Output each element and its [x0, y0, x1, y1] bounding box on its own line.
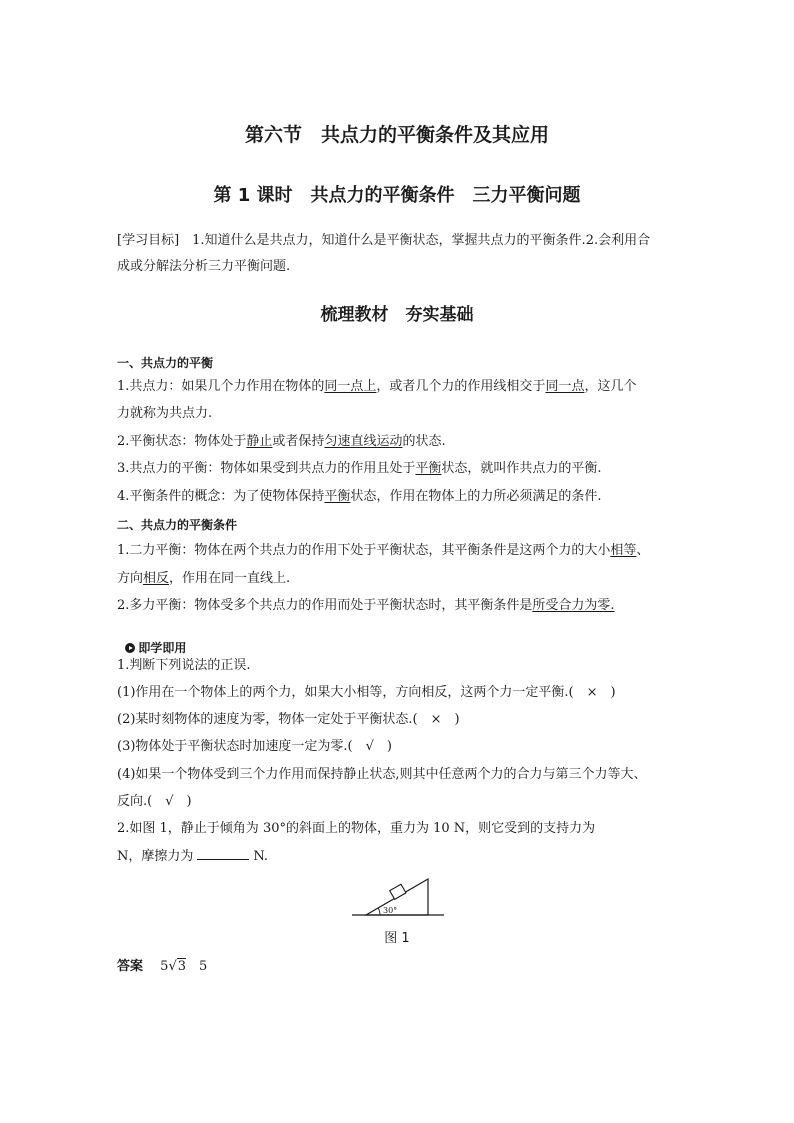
- incline-figure: [350, 870, 446, 920]
- text: 2.多力平衡：物体受多个共点力的作用而处于平衡状态时，其平衡条件是: [117, 598, 533, 613]
- blank-answer: 平衡: [415, 461, 442, 476]
- part1-item4: [117, 488, 602, 506]
- play-circle-icon: [125, 643, 135, 653]
- text: 1.共点力：如果几个力作用在物体的: [117, 379, 325, 394]
- question-1: 1.判断下列说法的正误.: [117, 658, 251, 673]
- objectives-line-2: 成或分解法分析三力平衡问题.: [117, 259, 291, 274]
- text: 3.共点力的平衡：物体如果受到共点力的作用且处于: [117, 461, 416, 476]
- text: 方向: [117, 571, 144, 586]
- blank-answer: 同一点上: [324, 379, 377, 394]
- practice-label: 即学即用: [138, 641, 187, 655]
- statement-1: (1)作用在一个物体上的两个力，如果大小相等，方向相反，这两个力一定平衡.( × ): [117, 685, 616, 700]
- page-title: 第六节 共点力的平衡条件及其应用: [244, 124, 549, 146]
- text: 4.平衡条件的概念：为了使物体保持: [117, 489, 325, 504]
- text: N，摩擦力为: [117, 849, 194, 864]
- blank-answer: 平衡: [324, 489, 351, 504]
- text: 2.平衡状态：物体处于: [117, 434, 247, 449]
- part2-heading: 二、共点力的平衡条件: [117, 518, 238, 532]
- part1-item1: [117, 378, 636, 396]
- text: N.: [253, 849, 269, 864]
- block: [390, 884, 406, 899]
- text: 状态，就叫作共点力的平衡.: [441, 461, 602, 476]
- text: ，或者几个力的作用线相交于: [376, 379, 546, 394]
- text: 1.二力平衡：物体在两个共点力的作用下处于平衡状态，其平衡条件是这两个力的大小: [117, 543, 611, 558]
- practice-heading: [117, 625, 186, 656]
- angle-label: 30°: [383, 906, 398, 915]
- answer-label: 答案: [117, 959, 144, 974]
- part1-item3: [117, 460, 602, 478]
- text: ，作用在同一直线上.: [169, 571, 291, 586]
- statement-3: (3)物体处于平衡状态时加速度一定为零.( √ ): [117, 739, 392, 754]
- answer-coefficient: 5: [160, 959, 169, 974]
- blank-answer: 所受合力为零.: [532, 598, 615, 613]
- part1-item1-cont: 力就称为共点力.: [117, 406, 213, 421]
- figure-caption: 图 1: [384, 931, 410, 946]
- section-heading: 梳理教材 夯实基础: [320, 305, 474, 325]
- angle-arc: [378, 908, 380, 915]
- part1-heading: 一、共点力的平衡: [117, 356, 214, 370]
- text: 的状态.: [402, 434, 446, 449]
- part1-item2: [117, 433, 446, 451]
- part2-item1-cont: [117, 570, 290, 588]
- blank-answer: 相反: [143, 571, 170, 586]
- answer-line: [117, 958, 207, 976]
- question-2: 2.如图 1，静止于倾角为 30°的斜面上的物体，重力为 10 N，则它受到的支持力为: [117, 821, 596, 836]
- part2-item1: [117, 542, 649, 560]
- question-2-cont: [117, 847, 268, 866]
- statement-4-cont: 反向.( √ ): [117, 794, 192, 809]
- blank-answer: 静止: [246, 434, 273, 449]
- text: 、: [636, 543, 650, 558]
- text: ，这几个: [584, 379, 637, 394]
- blank-answer: 相等: [610, 543, 637, 558]
- blank-answer: 同一点: [545, 379, 585, 394]
- statement-2: (2)某时刻物体的速度为零，物体一定处于平衡状态.( × ): [117, 712, 460, 727]
- radicand: 3: [177, 959, 187, 974]
- answer-value-2: 5: [199, 959, 208, 974]
- blank-answer: 匀速直线运动: [324, 434, 403, 449]
- text: 状态，作用在物体上的力所必须满足的条件.: [350, 489, 602, 504]
- statement-4: (4)如果一个物体受到三个力作用而保持静止状态,则其中任意两个力的合力与第三个力等大、: [117, 767, 647, 782]
- sqrt-symbol: √3: [168, 959, 187, 974]
- objectives-label: [学习目标]: [117, 233, 180, 248]
- part2-item2: [117, 597, 615, 615]
- answer-blank: [197, 847, 249, 860]
- objectives-line-1: [117, 232, 650, 250]
- objectives-text-1: 1.知道什么是共点力，知道什么是平衡状态，掌握共点力的平衡条件.2.会利用合: [179, 233, 651, 248]
- text: 或者保持: [272, 434, 325, 449]
- lesson-subtitle: 第 1 课时 共点力的平衡条件 三力平衡问题: [213, 185, 581, 206]
